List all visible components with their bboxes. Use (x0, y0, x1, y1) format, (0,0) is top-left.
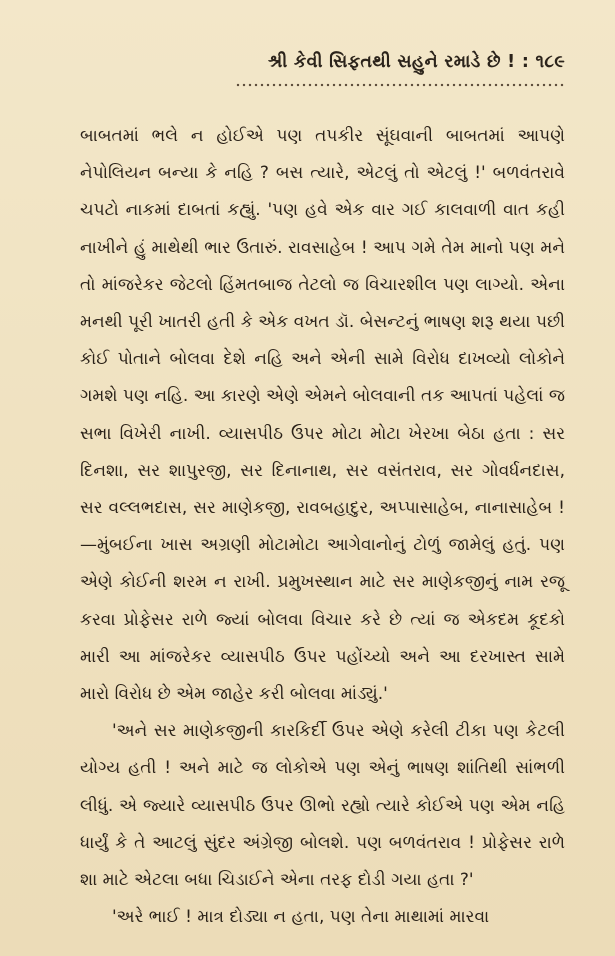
paragraph-3: 'અરે ભાઈ ! માત્ર દોડ્યા ન હતા, પણ તેના માથામાં મારવા (112, 907, 490, 928)
body-text (80, 118, 565, 936)
paragraph-2: 'અને સર માણેકજીની કારકિર્દી ઉપર એણે કરેલી ટીકા પણ કેટલી યોગ્ય હતી ! અને માટે જ લોકોએ પણ એનું ભાષણ શાંતિથી સાંભળી લીધું. એ જ્યારે વ્યાસપીઠ ઉપર ઊભો રહ્યો ત્યારે કોઈએ પણ એમ નહિ ધાર્યું કે તે આટલું સુંદર અંગ્રેજી બોલશે. પણ બળવંતરાવ ! પ્રોફેસર રાળે શા માટે એટલા બધા ચિડાઈને એના તરફ દોડી ગયા હતા ?' (80, 721, 565, 891)
paragraph-1: બાબતમાં ભલે ન હોઈએ પણ તપકીર સૂંઘવાની બાબતમાં આપણે નેપોલિયન બન્યા કે નહિ ? બસ ત્યારે, એટલું તો એટલું !' બળવંતરાવે ચપટો નાકમાં દાબતાં કહ્યું. 'પણ હવે એક વાર ગઈ કાલવાળી વાત કહી નાખીને હું માથેથી ભાર ઉતારું. રાવસાહેબ ! આપ ગમે તેમ માનો પણ મને તો માંજરેકર જેટલો હિંમતબાજ તેટલો જ વિચારશીલ પણ લાગ્યો. એના મનથી પૂરી ખાતરી હતી કે એક વખત ડૉ. બેસન્ટનું ભાષણ શરૂ થયા પછી કોઈ પોતાને બોલવા દેશે નહિ અને એની સામે વિરોધ દાખવ્યો લોકોને ગમશે પણ નહિ. આ કારણે એણે એમને બોલવાની તક આપતાં પહેલાં જ સભા વિખેરી નાખી. વ્યાસપીઠ ઉપર મોટા મોટા ખેરખા બેઠા હતા : સર દિનશા, સર શાપુરજી, સર દિનાનાથ, સર વસંતરાવ, સર ગોવર્ધનદાસ, સર વલ્લભદાસ, સર માણેકજી, રાવબહાદુર, અપ્પાસાહેબ, નાનાસાહેબ !—મુંબઈના ખાસ અગ્રણી મોટામોટા આગેવાનોનું ટોળું જામેલું હતું. પણ એણે કોઈની શરમ ન રાખી. પ્રમુખસ્થાન માટે સર માણેકજીનું નામ રજૂ કરવા પ્રોફેસર રાળે જ્યાં બોલવા વિચાર કરે છે ત્યાં જ એકદમ કૂદકો મારી આ માંજરેકર વ્યાસપીઠ ઉપર પહોંચ્યો અને આ દરખાસ્ત સામે મારો વિરોધ છે એમ જાહેર કરી બોલવા માંડ્યું.' (80, 126, 565, 705)
header-dotted-rule (235, 82, 565, 88)
running-head: શ્રી કેવી સિફતથી સહુને રમાડે છે ! : ૧૮૯ (267, 52, 565, 72)
page-header (80, 52, 565, 94)
